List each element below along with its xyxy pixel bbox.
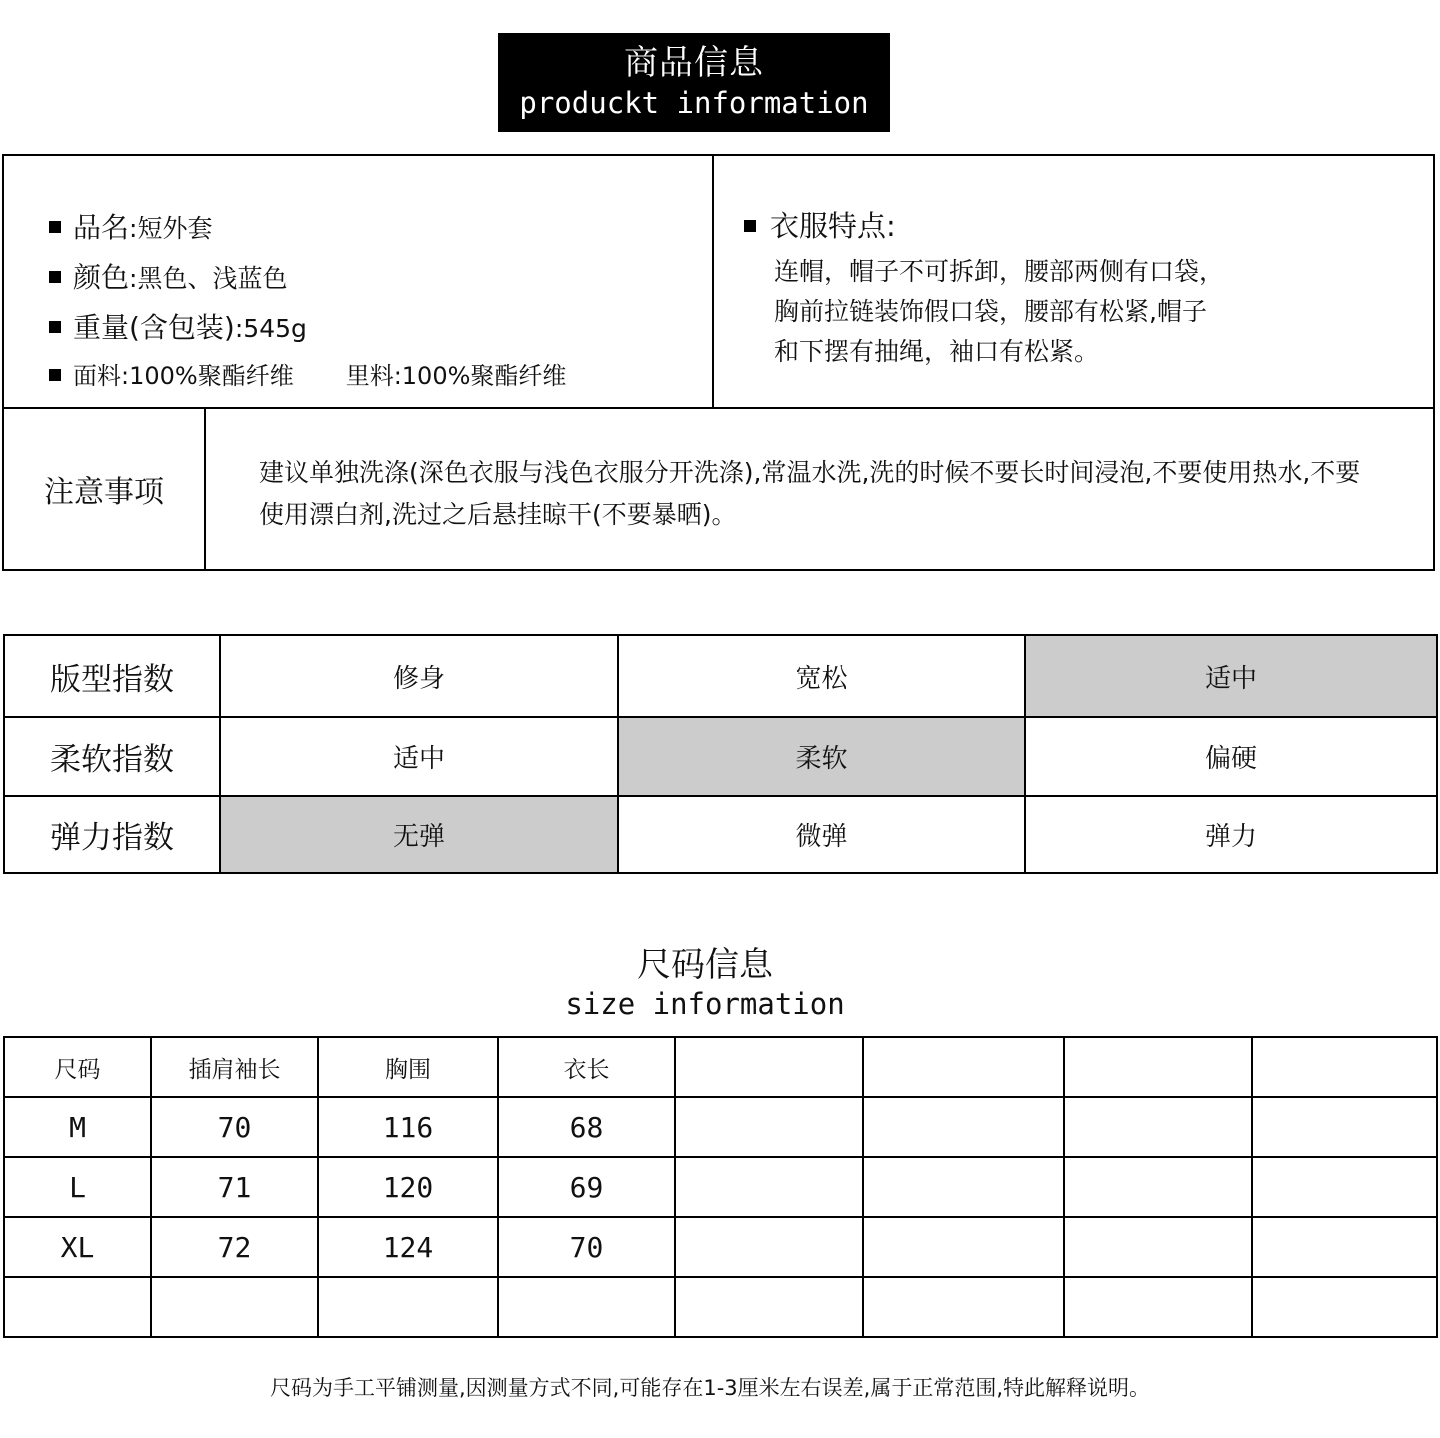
index-table: [3, 634, 1438, 874]
size-cell: [863, 1157, 1064, 1217]
size-table: [3, 1036, 1438, 1338]
size-cell: 124: [318, 1217, 498, 1277]
size-cell: [863, 1277, 1064, 1337]
index-row-label: 柔软指数: [4, 717, 220, 796]
size-cell: [1252, 1217, 1437, 1277]
size-header-cell: [675, 1037, 863, 1097]
size-row: [4, 1097, 1437, 1157]
size-cell: [1064, 1157, 1252, 1217]
size-cell: [675, 1277, 863, 1337]
size-header-cell: 衣长: [498, 1037, 675, 1097]
bullet-icon: [49, 369, 61, 381]
features-title: 衣服特点:: [744, 204, 896, 245]
size-cell: 116: [318, 1097, 498, 1157]
size-cell: 70: [151, 1097, 318, 1157]
index-row-elasticity: [4, 796, 1437, 873]
size-row: [4, 1277, 1437, 1337]
divider: [712, 156, 714, 408]
divider: [4, 407, 1433, 409]
index-option: 偏硬: [1025, 717, 1437, 796]
divider: [204, 408, 206, 570]
size-header-cell: 插肩袖长: [151, 1037, 318, 1097]
index-option: 适中: [220, 717, 618, 796]
spec-fabric: 面料:100%聚酯纤维 里料:100%聚酯纤维: [49, 356, 566, 391]
size-header-cell: 尺码: [4, 1037, 151, 1097]
size-cell: 120: [318, 1157, 498, 1217]
bullet-icon: [744, 220, 756, 232]
size-cell: 70: [498, 1217, 675, 1277]
size-cell: [1252, 1277, 1437, 1337]
size-cell: [675, 1157, 863, 1217]
size-cell: [1064, 1277, 1252, 1337]
bullet-icon: [49, 321, 61, 333]
size-cell: [1064, 1217, 1252, 1277]
size-cell: [4, 1277, 151, 1337]
size-header-cell: 胸围: [318, 1037, 498, 1097]
bullet-icon: [49, 271, 61, 283]
index-row-fit: [4, 635, 1437, 717]
product-info-box: [2, 154, 1435, 571]
size-cell: [863, 1217, 1064, 1277]
size-cell: M: [4, 1097, 151, 1157]
size-header-row: [4, 1037, 1437, 1097]
notice-label: 注意事项: [44, 475, 164, 510]
size-cell: 71: [151, 1157, 318, 1217]
size-cell: 68: [498, 1097, 675, 1157]
spec-name: 品名:短外套: [49, 206, 212, 246]
size-cell: XL: [4, 1217, 151, 1277]
size-title-cn: 尺码信息: [637, 945, 773, 985]
size-cell: [1064, 1097, 1252, 1157]
notice-text: 建议单独洗涤(深色衣服与浅色衣服分开洗涤),常温水洗,洗的时候不要长时间浸泡,不要使用热水,不要使用漂白剂,洗过之后悬挂晾干(不要暴晒)。: [259, 458, 1361, 529]
size-cell: [1252, 1157, 1437, 1217]
index-option: 柔软: [618, 717, 1025, 796]
size-row: [4, 1157, 1437, 1217]
size-cell: 72: [151, 1217, 318, 1277]
index-option: 宽松: [618, 635, 1025, 717]
feature-line: 和下摆有抽绳，袖口有松紧。: [774, 337, 1100, 366]
index-option: 无弹: [220, 796, 618, 873]
spec-color: 颜色:黑色、浅蓝色: [49, 256, 287, 296]
size-header-cell: [1064, 1037, 1252, 1097]
feature-line: 胸前拉链装饰假口袋，腰部有松紧,帽子: [774, 297, 1207, 326]
size-cell: [151, 1277, 318, 1337]
measurement-footnote: 尺码为手工平铺测量,因测量方式不同,可能存在1-3厘米左右误差,属于正常范围,特此解释说明。: [270, 1376, 1150, 1400]
size-cell: 69: [498, 1157, 675, 1217]
header-title-en: produckt information: [519, 86, 869, 120]
size-row: [4, 1217, 1437, 1277]
size-cell: [675, 1217, 863, 1277]
size-header-cell: [863, 1037, 1064, 1097]
product-info-header: [498, 33, 890, 132]
size-cell: [1252, 1097, 1437, 1157]
size-cell: [318, 1277, 498, 1337]
index-row-label: 弹力指数: [4, 796, 220, 873]
size-info-title: [0, 944, 1410, 1022]
size-cell: L: [4, 1157, 151, 1217]
size-cell: [863, 1097, 1064, 1157]
size-cell: [498, 1277, 675, 1337]
feature-line: 连帽，帽子不可拆卸，腰部两侧有口袋，: [774, 257, 1225, 286]
index-option: 弹力: [1025, 796, 1437, 873]
size-title-en: size information: [565, 987, 845, 1021]
size-header-cell: [1252, 1037, 1437, 1097]
index-option: 修身: [220, 635, 618, 717]
header-title-cn: 商品信息: [624, 43, 764, 83]
index-option: 微弹: [618, 796, 1025, 873]
spec-weight: 重量(含包装):545g: [49, 306, 307, 346]
bullet-icon: [49, 221, 61, 233]
index-row-softness: [4, 717, 1437, 796]
index-option: 适中: [1025, 635, 1437, 717]
index-row-label: 版型指数: [4, 635, 220, 717]
size-cell: [675, 1097, 863, 1157]
